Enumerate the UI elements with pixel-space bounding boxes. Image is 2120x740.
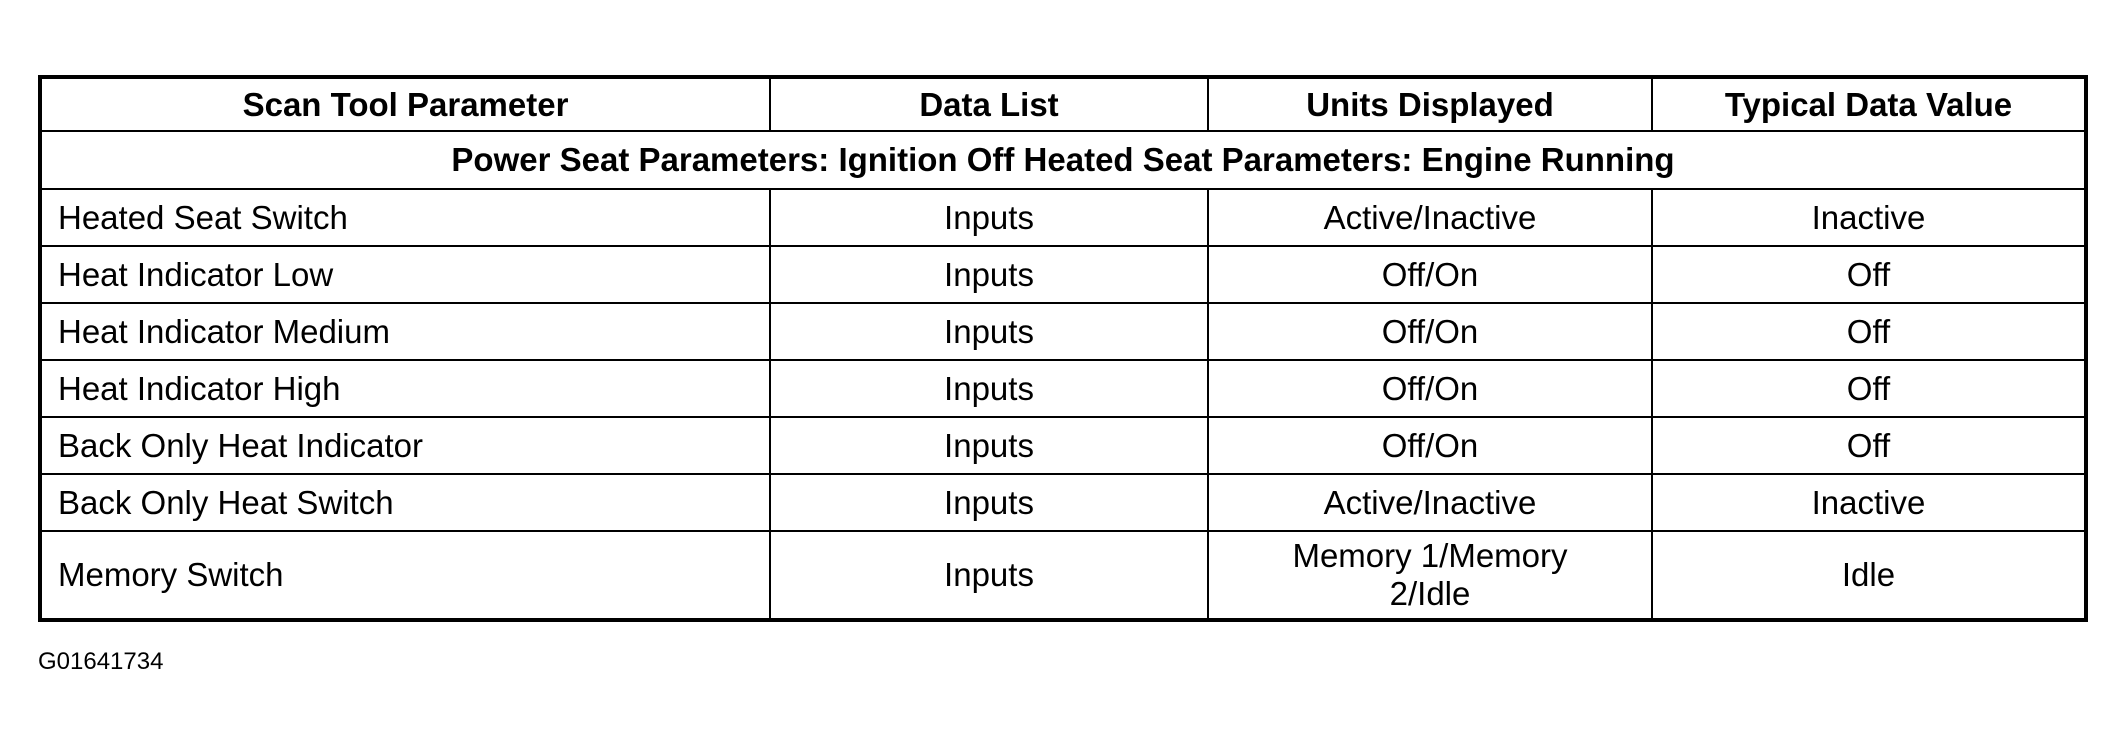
section-row (40, 131, 2086, 189)
header-scan-tool-parameter: Scan Tool Parameter (40, 77, 770, 131)
data-list-cell: Inputs (770, 189, 1208, 246)
units-cell: Off/On (1208, 246, 1652, 303)
parameter-cell: Back Only Heat Switch (40, 474, 770, 531)
table-row (40, 417, 2086, 474)
typical-value-cell: Off (1652, 303, 2086, 360)
table-row (40, 360, 2086, 417)
parameter-cell: Heat Indicator Medium (40, 303, 770, 360)
units-cell (1208, 531, 1652, 620)
figure-id: G01641734 (38, 648, 164, 675)
typical-value-cell: Off (1652, 417, 2086, 474)
typical-value-cell: Off (1652, 246, 2086, 303)
table-row (40, 303, 2086, 360)
header-data-list: Data List (770, 77, 1208, 131)
typical-value-cell: Inactive (1652, 189, 2086, 246)
parameter-cell: Heat Indicator High (40, 360, 770, 417)
table-row (40, 474, 2086, 531)
section-title: Power Seat Parameters: Ignition Off Heated Seat Parameters: Engine Running (40, 131, 2086, 189)
parameter-cell: Heated Seat Switch (40, 189, 770, 246)
table-row (40, 531, 2086, 620)
table-row (40, 246, 2086, 303)
header-typical-data-value: Typical Data Value (1652, 77, 2086, 131)
units-cell: Off/On (1208, 360, 1652, 417)
scan-tool-parameter-table (38, 75, 2088, 622)
units-cell: Off/On (1208, 417, 1652, 474)
parameter-cell: Memory Switch (40, 531, 770, 620)
header-units-displayed: Units Displayed (1208, 77, 1652, 131)
typical-value-cell: Idle (1652, 531, 2086, 620)
typical-value-cell: Off (1652, 360, 2086, 417)
parameter-cell: Heat Indicator Low (40, 246, 770, 303)
typical-value-cell: Inactive (1652, 474, 2086, 531)
units-cell: Off/On (1208, 303, 1652, 360)
header-row (40, 77, 2086, 131)
units-cell: Active/Inactive (1208, 474, 1652, 531)
data-list-cell: Inputs (770, 246, 1208, 303)
table-row (40, 189, 2086, 246)
data-list-cell: Inputs (770, 303, 1208, 360)
units-cell: Active/Inactive (1208, 189, 1652, 246)
data-list-cell: Inputs (770, 531, 1208, 620)
data-list-cell: Inputs (770, 417, 1208, 474)
data-list-cell: Inputs (770, 474, 1208, 531)
parameter-cell: Back Only Heat Indicator (40, 417, 770, 474)
units-text: Memory 1/Memory 2/Idle (1292, 537, 1568, 612)
data-list-cell: Inputs (770, 360, 1208, 417)
